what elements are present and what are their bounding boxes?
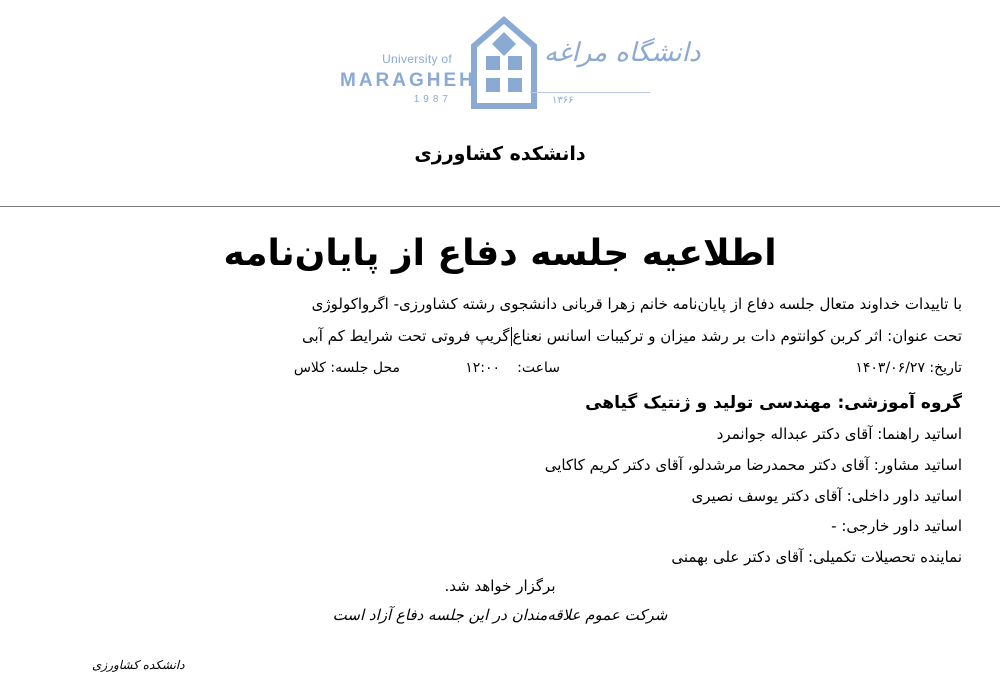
logo-university-text: University of [382, 52, 452, 66]
logo-persian-name: دانشگاه مراغه [544, 38, 701, 68]
thesis-title-part-1: تحت عنوان: اثر کربن کوانتوم دات بر رشد میزان و ترکیبات اسانس نعناع [512, 327, 962, 345]
held-notice: برگزار خواهد شد. [444, 577, 556, 595]
internal-examiner-line: اساتید داور داخلی: آقای دکتر یوسف نصیری [691, 487, 962, 505]
supervisors-line: اساتید راهنما: آقای دکتر عبداله جوانمرد [716, 425, 962, 443]
logo-divider [530, 92, 650, 93]
external-examiner-line: اساتید داور خارجی: - [831, 517, 962, 535]
university-logo [340, 14, 701, 114]
invitation-text: شرکت عموم علاقه‌مندان در این جلسه دفاع آزاد است [332, 606, 668, 624]
graduate-rep-line: نماینده تحصیلات تکمیلی: آقای دکتر علی بهمنی [671, 548, 962, 566]
defense-time-value: ۱۲:۰۰ [465, 360, 500, 376]
thesis-title-line [302, 327, 962, 346]
thesis-title-part-2: گریپ فروتی تحت شرایط کم آبی [302, 327, 510, 345]
page-title: اطلاعیه جلسه دفاع از پایان‌نامه [223, 233, 777, 274]
text-cursor [511, 327, 512, 346]
logo-persian-year: ۱۳۶۶ [552, 95, 574, 106]
logo-year-text: 1987 [413, 94, 452, 105]
header-divider [0, 206, 1000, 207]
faculty-name: دانشکده کشاورزی [414, 143, 586, 165]
intro-line-1: با تاییدات خداوند متعال جلسه دفاع از پایان‌نامه خانم زهرا قربانی دانشجوی رشته کشاورزی- اگرواکولوژی [311, 295, 962, 313]
faculty-signature: دانشکده کشاورزی [92, 658, 185, 672]
defense-time-label: ساعت: [517, 360, 560, 376]
defense-place: محل جلسه: کلاس [293, 360, 400, 376]
logo-name-text: MARAGHEH [340, 70, 476, 91]
defense-date: تاریخ: ۱۴۰۳/۰۶/۲۷ [855, 360, 962, 376]
university-emblem-icon [464, 16, 544, 112]
advisors-line: اساتید مشاور: آقای دکتر محمدرضا مرشدلو، آقای دکتر کریم کاکایی [544, 456, 962, 474]
department-group: گروه آموزشی: مهندسی تولید و ژنتیک گیاهی [585, 393, 962, 413]
